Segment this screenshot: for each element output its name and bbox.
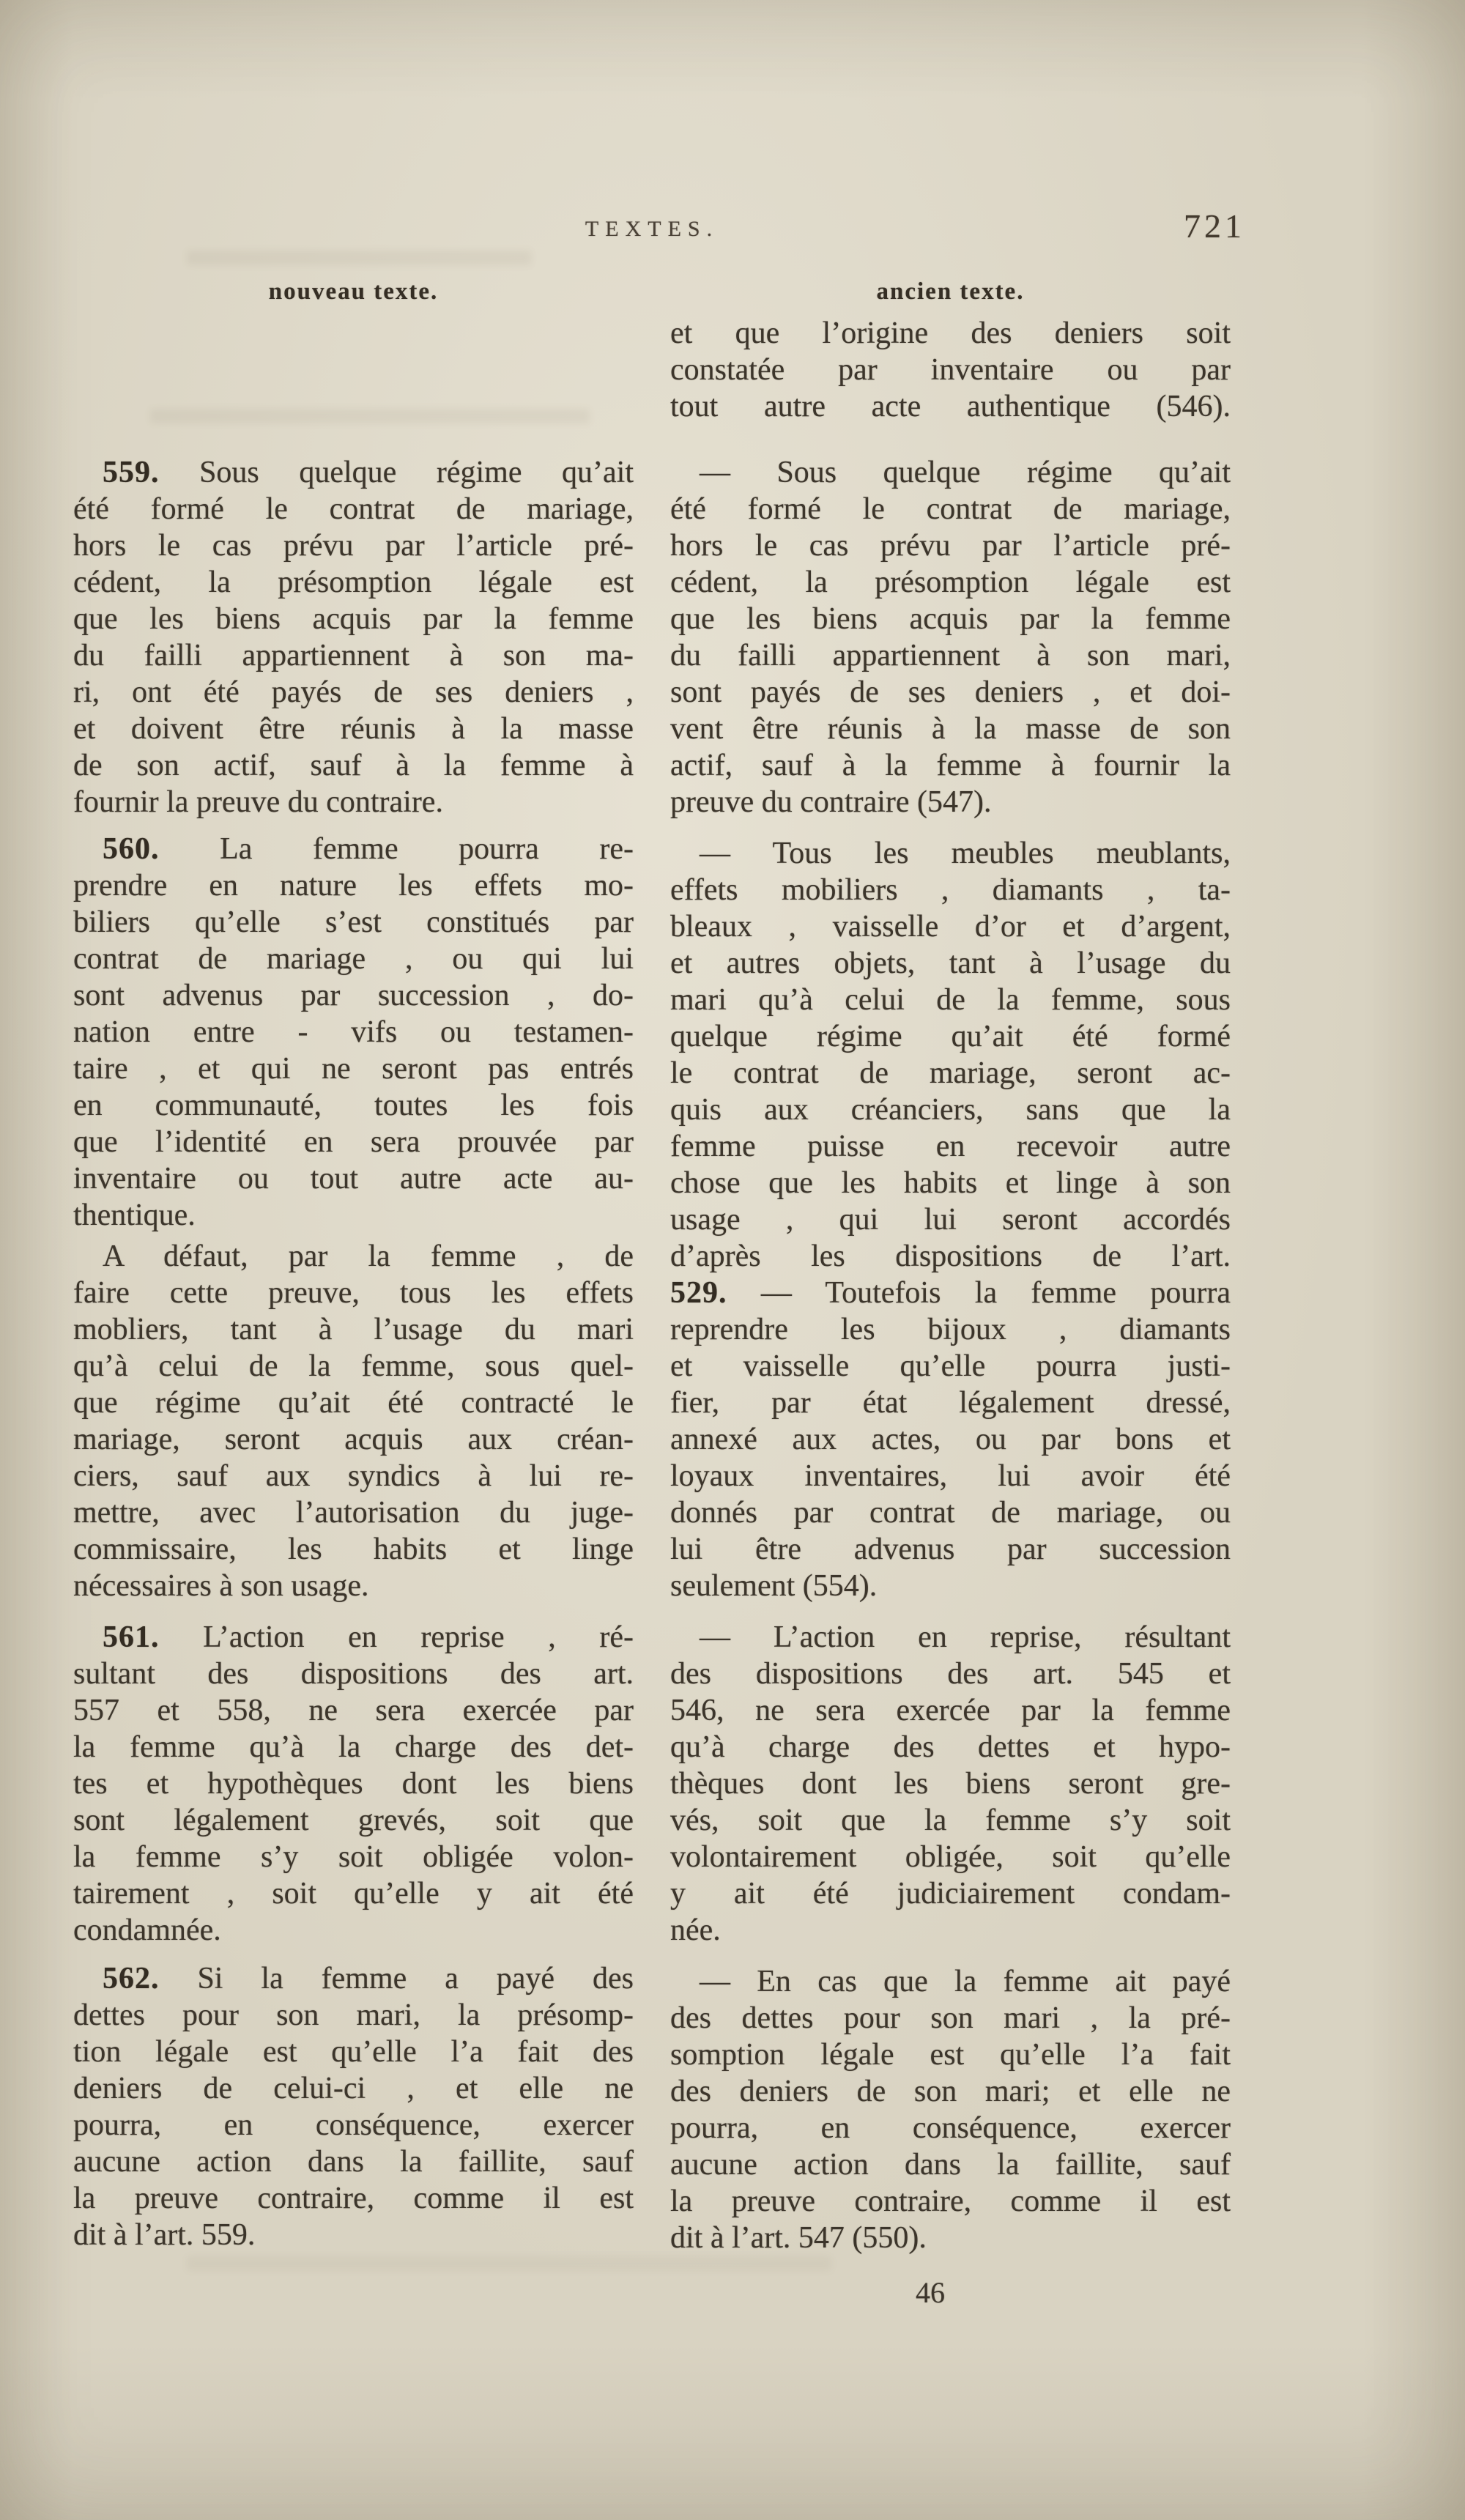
text-line: preuve du contraire (547). — [670, 785, 992, 819]
paragraph — [73, 454, 634, 820]
text-line: seulement (554). — [670, 1569, 878, 1603]
text-line: fier, par état légalement dressé, — [670, 1386, 1231, 1420]
text-line: vent être réunis à la masse de son — [670, 712, 1231, 746]
text-line: loyaux inventaires, lui avoir été — [670, 1459, 1231, 1493]
text-line: bleaux , vaisselle d’or et d’argent, — [670, 910, 1231, 944]
text-line: — En cas que la femme ait payé — [700, 1965, 1231, 1998]
text-line: ciers, sauf aux syndics à lui re- — [73, 1459, 634, 1493]
text-line: donnés par contrat de mariage, ou — [670, 1496, 1231, 1530]
text-line: en communauté, toutes les fois — [73, 1089, 634, 1122]
text-line: taire , et qui ne seront pas entrés — [73, 1052, 634, 1086]
article-number: 529. — [670, 1276, 727, 1310]
article-number: 561. — [103, 1620, 160, 1654]
text-line: que les biens acquis par la femme — [73, 602, 634, 636]
paragraph — [73, 1619, 634, 1949]
text-line: la femme qu’à la charge des det- — [73, 1730, 634, 1764]
column-ancien-texte — [670, 315, 1231, 2256]
text-line: quis aux créanciers, sans que la — [670, 1093, 1231, 1127]
text-line: et doivent être réunis à la masse — [73, 712, 634, 746]
text-line: cédent, la présomption légale est — [73, 566, 634, 599]
text-line: — Sous quelque régime qu’ait — [700, 456, 1231, 489]
text-line: thèques dont les biens seront gre- — [670, 1767, 1231, 1801]
text-line: aucune action dans la faillite, sauf — [73, 2145, 634, 2179]
text-line: inventaire ou tout autre acte au- — [73, 1162, 634, 1196]
text-line: 560. La femme pourra re- — [103, 832, 634, 866]
text-line: reprendre les bijoux , diamants — [670, 1313, 1231, 1346]
text-line: femme puisse en recevoir autre — [670, 1130, 1231, 1163]
text-line: nécessaires à son usage. — [73, 1569, 369, 1603]
text-line: fournir la preuve du contraire. — [73, 785, 443, 819]
text-line: tout autre acte authentique (546). — [670, 390, 1231, 423]
text-line: deniers de celui-ci , et elle ne — [73, 2072, 634, 2105]
text-line: hors le cas prévu par l’article pré- — [670, 529, 1231, 563]
text-line: tes et hypothèques dont les biens — [73, 1767, 634, 1801]
text-line: de son actif, sauf à la femme à — [73, 749, 634, 782]
running-head: TEXTES. — [585, 217, 719, 241]
text-line: contrat de mariage , ou qui lui — [73, 942, 634, 976]
article-number: 560. — [103, 832, 160, 866]
text-line: condamnée. — [73, 1913, 221, 1947]
text-line: 559. Sous quelque régime qu’ait — [103, 456, 634, 489]
text-line: y ait été judiciairement condam- — [670, 1877, 1231, 1911]
text-line: usage , qui lui seront accordés — [670, 1203, 1231, 1237]
text-line: hors le cas prévu par l’article pré- — [73, 529, 634, 563]
column-heading-nouveau-texte: nouveau texte. — [268, 278, 439, 305]
paragraph — [670, 835, 1231, 1604]
text-line: le contrat de mariage, seront ac- — [670, 1056, 1231, 1090]
text-line: et que l’origine des deniers soit — [670, 316, 1231, 350]
text-line: mari qu’à celui de la femme, sous — [670, 983, 1231, 1017]
text-line: qu’à celui de la femme, sous quel- — [73, 1349, 634, 1383]
text-line: 561. L’action en reprise , ré- — [103, 1620, 634, 1654]
text-line: et vaisselle qu’elle pourra justi- — [670, 1349, 1231, 1383]
text-line: actif, sauf à la femme à fournir la — [670, 749, 1231, 782]
text-line: que régime qu’ait été contracté le — [73, 1386, 634, 1420]
text-line: que les biens acquis par la femme — [670, 602, 1231, 636]
text-line: et autres objets, tant à l’usage du — [670, 946, 1231, 980]
text-line: lui être advenus par succession — [670, 1533, 1231, 1566]
text-line: vés, soit que la femme s’y soit — [670, 1804, 1231, 1837]
text-line: née. — [670, 1913, 721, 1947]
text-line: 562. Si la femme a payé des — [103, 1962, 634, 1995]
text-line: la preuve contraire, comme il est — [670, 2184, 1231, 2218]
text-line: tion légale est qu’elle l’a fait des — [73, 2035, 634, 2069]
signature-mark: 46 — [916, 2276, 945, 2309]
text-line: dit à l’art. 559. — [73, 2218, 256, 2252]
text-line: sont légalement grevés, soit que — [73, 1804, 634, 1837]
paragraph — [670, 315, 1231, 425]
text-line: d’après les dispositions de l’art. — [670, 1239, 1231, 1273]
text-line: — Tous les meubles meublants, — [700, 837, 1231, 870]
text-line: mariage, seront acquis aux créan- — [73, 1423, 634, 1456]
text-line: du failli appartiennent à son ma- — [73, 639, 634, 672]
text-line: thentique. — [73, 1198, 196, 1232]
paragraph — [73, 831, 634, 1234]
column-nouveau-texte — [73, 454, 634, 2253]
text-line: tairement , soit qu’elle y ait été — [73, 1877, 634, 1911]
text-line: annexé aux actes, ou par bons et — [670, 1423, 1231, 1456]
text-line: qu’à charge des dettes et hypo- — [670, 1730, 1231, 1764]
text-line: des dettes pour son mari , la pré- — [670, 2001, 1231, 2035]
text-line: — L’action en reprise, résultant — [700, 1620, 1231, 1654]
text-line: la preuve contraire, comme il est — [73, 2182, 634, 2215]
text-line: ri, ont été payés de ses deniers , — [73, 675, 634, 709]
paragraph — [73, 1960, 634, 2253]
text-line: commissaire, les habits et linge — [73, 1533, 634, 1566]
text-line: mobliers, tant à l’usage du mari — [73, 1313, 634, 1346]
text-line: somption légale est qu’elle l’a fait — [670, 2038, 1231, 2072]
text-line: sultant des dispositions des art. — [73, 1657, 634, 1691]
paragraph — [73, 1238, 634, 1604]
text-line: été formé le contrat de mariage, — [670, 492, 1231, 526]
text-line: sont payés de ses deniers , et doi- — [670, 675, 1231, 709]
text-line: volontairement obligée, soit qu’elle — [670, 1840, 1231, 1874]
text-line: cédent, la présomption légale est — [670, 566, 1231, 599]
page-number: 721 — [1184, 207, 1245, 245]
show-through-mark — [150, 400, 590, 437]
paragraph — [670, 1963, 1231, 2256]
text-line: effets mobiliers , diamants , ta- — [670, 873, 1231, 907]
text-line: aucune action dans la faillite, sauf — [670, 2148, 1231, 2182]
text-line: chose que les habits et linge à son — [670, 1166, 1231, 1200]
text-line: pourra, en conséquence, exercer — [670, 2111, 1231, 2145]
text-line: du failli appartiennent à son mari, — [670, 639, 1231, 672]
text-line: 557 et 558, ne sera exercée par — [73, 1694, 634, 1727]
text-line: A défaut, par la femme , de — [103, 1239, 634, 1273]
text-line: des deniers de son mari; et elle ne — [670, 2075, 1231, 2108]
text-line: faire cette preuve, tous les effets — [73, 1276, 634, 1310]
text-line: nation entre - vifs ou testamen- — [73, 1015, 634, 1049]
paragraph — [670, 1619, 1231, 1949]
text-line: la femme s’y soit obligée volon- — [73, 1840, 634, 1874]
article-number: 559. — [103, 456, 160, 489]
article-number: 562. — [103, 1962, 160, 1995]
text-line: mettre, avec l’autorisation du juge- — [73, 1496, 634, 1530]
column-heading-ancien-texte: ancien texte. — [876, 278, 1025, 305]
text-line: quelque régime qu’ait été formé — [670, 1020, 1231, 1053]
paragraph — [670, 454, 1231, 820]
text-line: 546, ne sera exercée par la femme — [670, 1694, 1231, 1727]
text-line: prendre en nature les effets mo- — [73, 869, 634, 903]
text-line: été formé le contrat de mariage, — [73, 492, 634, 526]
text-line: biliers qu’elle s’est constitués par — [73, 905, 634, 939]
text-line: pourra, en conséquence, exercer — [73, 2108, 634, 2142]
text-line: que l’identité en sera prouvée par — [73, 1125, 634, 1159]
text-line: 529. — Toutefois la femme pourra — [670, 1276, 1231, 1310]
text-line: des dispositions des art. 545 et — [670, 1657, 1231, 1691]
text-line: dettes pour son mari, la présomp- — [73, 1998, 634, 2032]
text-line: sont advenus par succession , do- — [73, 979, 634, 1012]
text-line: constatée par inventaire ou par — [670, 353, 1231, 387]
text-line: dit à l’art. 547 (550). — [670, 2221, 927, 2255]
